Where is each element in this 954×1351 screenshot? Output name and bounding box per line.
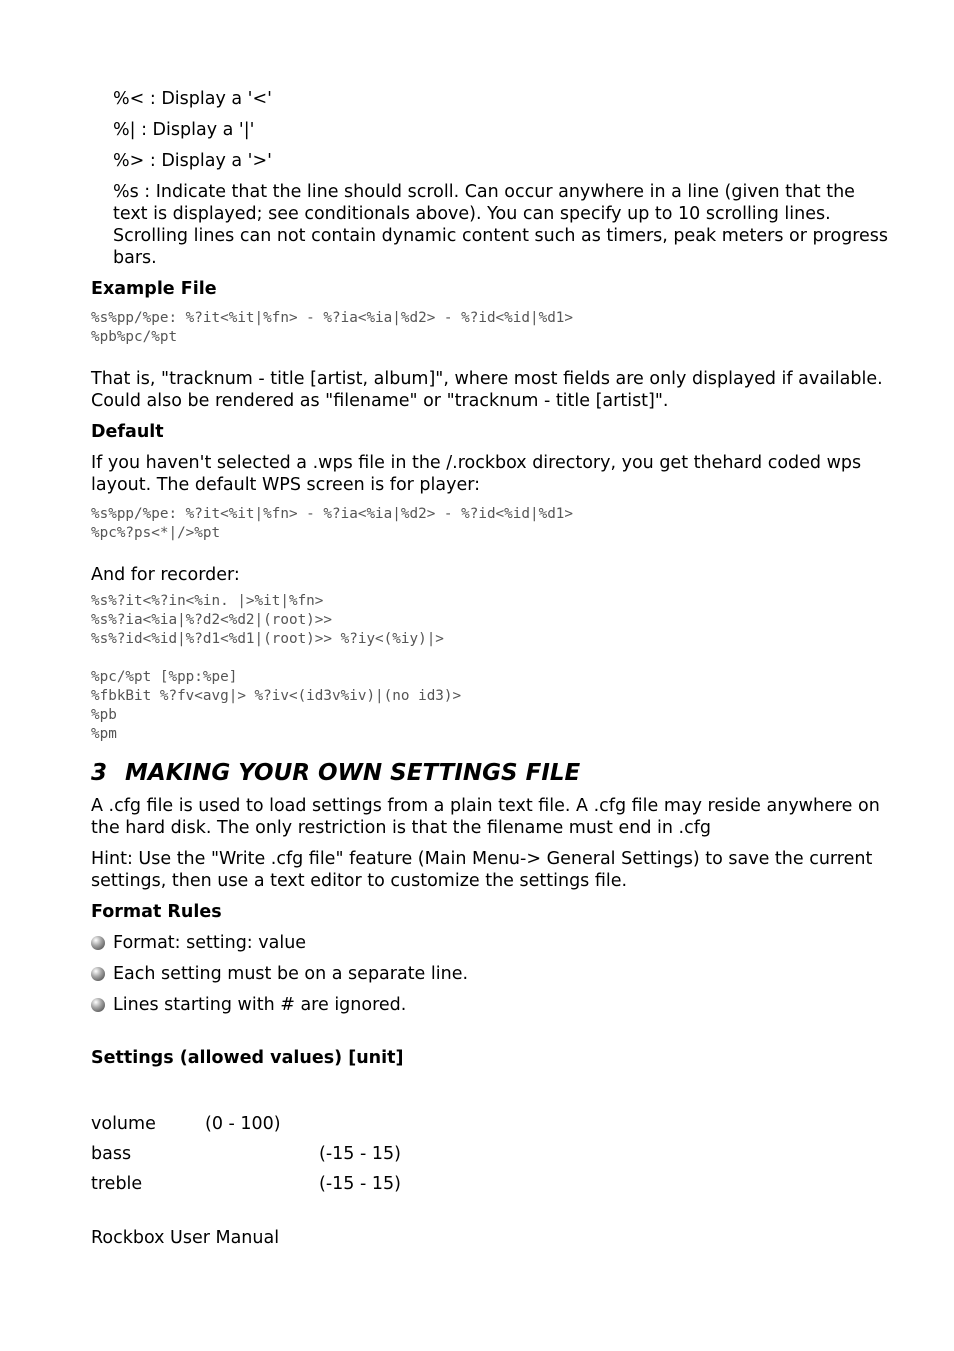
settings-row xyxy=(91,1139,401,1169)
format-rule-item xyxy=(91,932,891,954)
format-item-gt: %> : Display a '>' xyxy=(113,151,272,171)
recorder-default-code: %s%?it<%?in<%in. |>%it|%fn> %s%?ia<%ia|%?d2<%d2|(root)>> %s%?id<%id|%?d1<%d1|(root)>> %?iy<(%iy)|> %pc/%pt [%pp:%pe] %fbkBit %?fv<avg|> %?iv<(id3v%iv)|(no id3)> %pb %pm xyxy=(91,593,462,742)
manual-page xyxy=(91,88,891,1249)
format-rule-text: Each setting must be on a separate line. xyxy=(113,964,469,984)
example-file-description: That is, "tracknum - title [artist, album]", where most fields are only displayed if available. Could also be rendered as "filename" or "tracknum - title [artist]". xyxy=(91,369,883,411)
section-heading xyxy=(91,758,891,788)
setting-range: (-15 - 15) xyxy=(319,1144,401,1164)
format-item-lt: %< : Display a '<' xyxy=(113,89,272,109)
example-file-heading: Example File xyxy=(91,279,217,299)
format-rule-text: Format: setting: value xyxy=(113,933,307,953)
format-item-scroll: %s : Indicate that the line should scroll. Can occur anywhere in a line (given that the text is displayed; see conditionals above). You can specify up to 10 scrolling lines. Scrolling lines can not contain dynamic content such as timers, peak meters or progress bars. xyxy=(113,182,889,268)
section-paragraph-hint: Hint: Use the "Write .cfg file" feature (Main Menu-> General Settings) to save the current settings, then use a text editor to customize the settings file. xyxy=(91,849,873,891)
settings-row xyxy=(91,1169,401,1199)
setting-name: volume xyxy=(91,1114,156,1134)
player-default-code: %s%pp/%pe: %?it<%it|%fn> - %?ia<%ia|%d2> - %?id<%id|%d1> %pc%?ps<*|/>%pt xyxy=(91,506,574,541)
setting-name: treble xyxy=(91,1174,143,1194)
section-paragraph-cfg: A .cfg file is used to load settings from a plain text file. A .cfg file may reside anywhere on the hard disk. The only restriction is that the filename must end in .cfg xyxy=(91,796,880,838)
format-rule-item xyxy=(91,994,891,1016)
bullet-ball-icon xyxy=(91,998,105,1012)
page-footer: Rockbox User Manual xyxy=(91,1228,280,1248)
bullet-ball-icon xyxy=(91,936,105,950)
format-rule-text: Lines starting with # are ignored. xyxy=(113,995,407,1015)
format-rule-item xyxy=(91,963,891,985)
settings-table xyxy=(91,1109,401,1199)
setting-range: (-15 - 15) xyxy=(319,1174,401,1194)
section-title: MAKING YOUR OWN SETTINGS FILE xyxy=(125,760,581,786)
recorder-label: And for recorder: xyxy=(91,565,240,585)
section-number: 3 xyxy=(91,760,108,786)
default-description: If you haven't selected a .wps file in the /.rockbox directory, you get thehard coded wps layout. The default WPS screen is for player: xyxy=(91,453,862,495)
bullet-ball-icon xyxy=(91,967,105,981)
format-item-pipe: %| : Display a '|' xyxy=(113,120,255,140)
default-heading: Default xyxy=(91,422,164,442)
example-file-code: %s%pp/%pe: %?it<%it|%fn> - %?ia<%ia|%d2> - %?id<%id|%d1> %pb%pc/%pt xyxy=(91,310,574,345)
settings-heading: Settings (allowed values) [unit] xyxy=(91,1048,404,1068)
setting-name: bass xyxy=(91,1144,132,1164)
setting-range: (0 - 100) xyxy=(205,1114,281,1134)
format-rules-heading: Format Rules xyxy=(91,902,222,922)
settings-row xyxy=(91,1109,401,1139)
